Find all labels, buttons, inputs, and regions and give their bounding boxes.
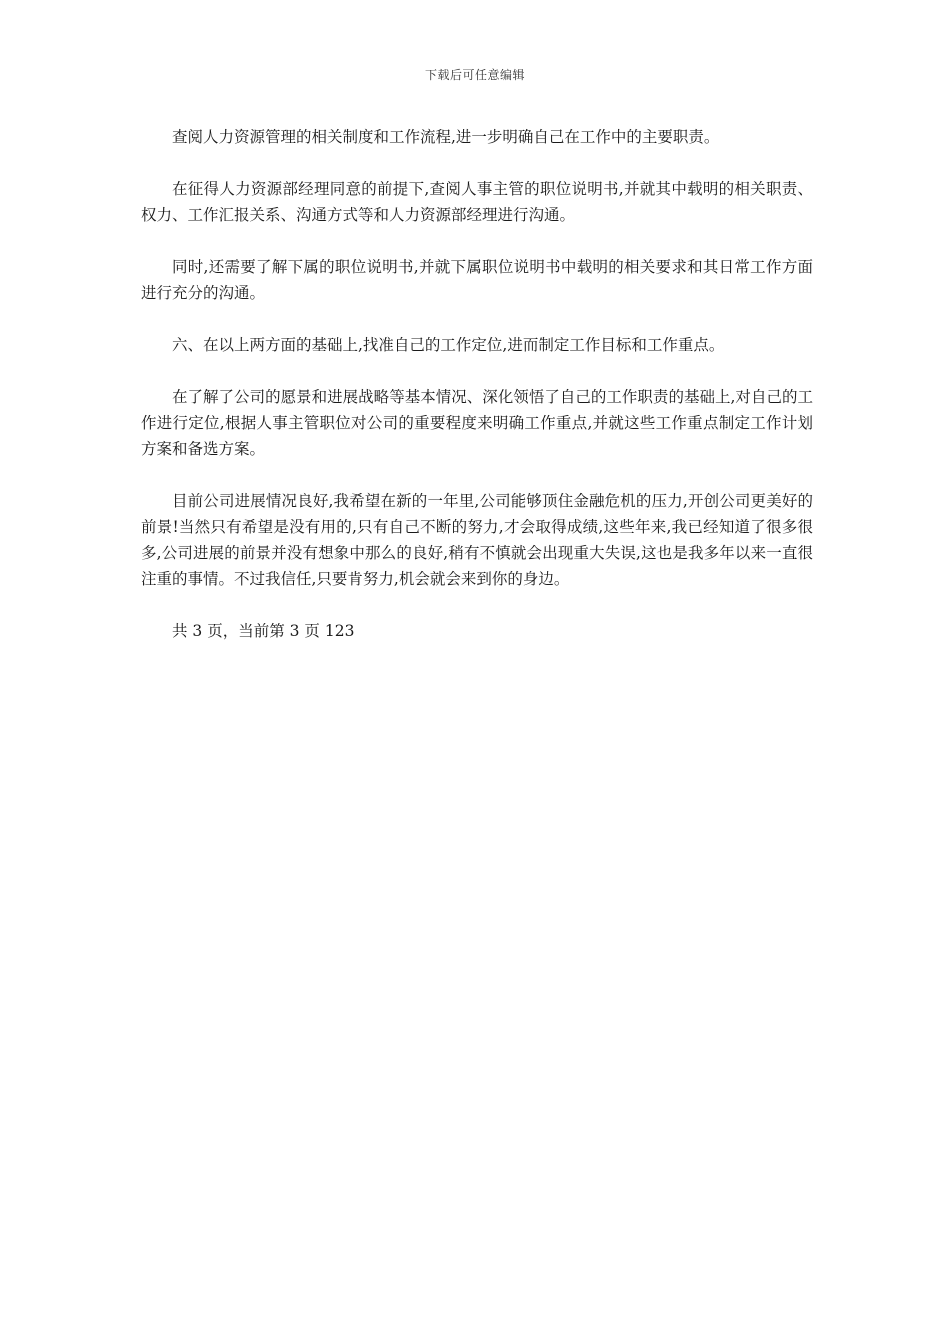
paragraph-2: 在征得人力资源部经理同意的前提下,查阅人事主管的职位说明书,并就其中载明的相关职责、权力、工作汇报关系、沟通方式等和人力资源部经理进行沟通。	[141, 180, 813, 224]
header-note: 下载后可任意编辑	[424, 68, 525, 82]
paragraph-4-heading: 六、在以上两方面的基础上,找准自己的工作定位,进而制定工作目标和工作重点。	[172, 336, 725, 354]
paragraph-6: 目前公司进展情况良好,我希望在新的一年里,公司能够顶住金融危机的压力,开创公司更美好的前景!当然只有希望是没有用的,只有自己不断的努力,才会取得成绩,这些年来,我已经知道了很多很多,公司进展的前景并没有想象中那么的良好,稍有不慎就会出现重大失误,这也是我多年以来一直很注重的事情。不过我信任,只要肯努力,机会就会来到你的身边。	[141, 492, 813, 588]
paragraph-3: 同时,还需要了解下属的职位说明书,并就下属职位说明书中载明的相关要求和其日常工作方面进行充分的沟通。	[141, 258, 813, 302]
paragraph-1: 查阅人力资源管理的相关制度和工作流程,进一步明确自己在工作中的主要职责。	[172, 128, 720, 146]
page-indicator: 共 3 页，当前第 3 页 123	[172, 622, 355, 640]
document-body	[141, 124, 813, 644]
paragraph-5: 在了解了公司的愿景和进展战略等基本情况、深化领悟了自己的工作职责的基础上,对自己的工作进行定位,根据人事主管职位对公司的重要程度来明确工作重点,并就这些工作重点制定工作计划方案和备选方案。	[141, 388, 813, 458]
